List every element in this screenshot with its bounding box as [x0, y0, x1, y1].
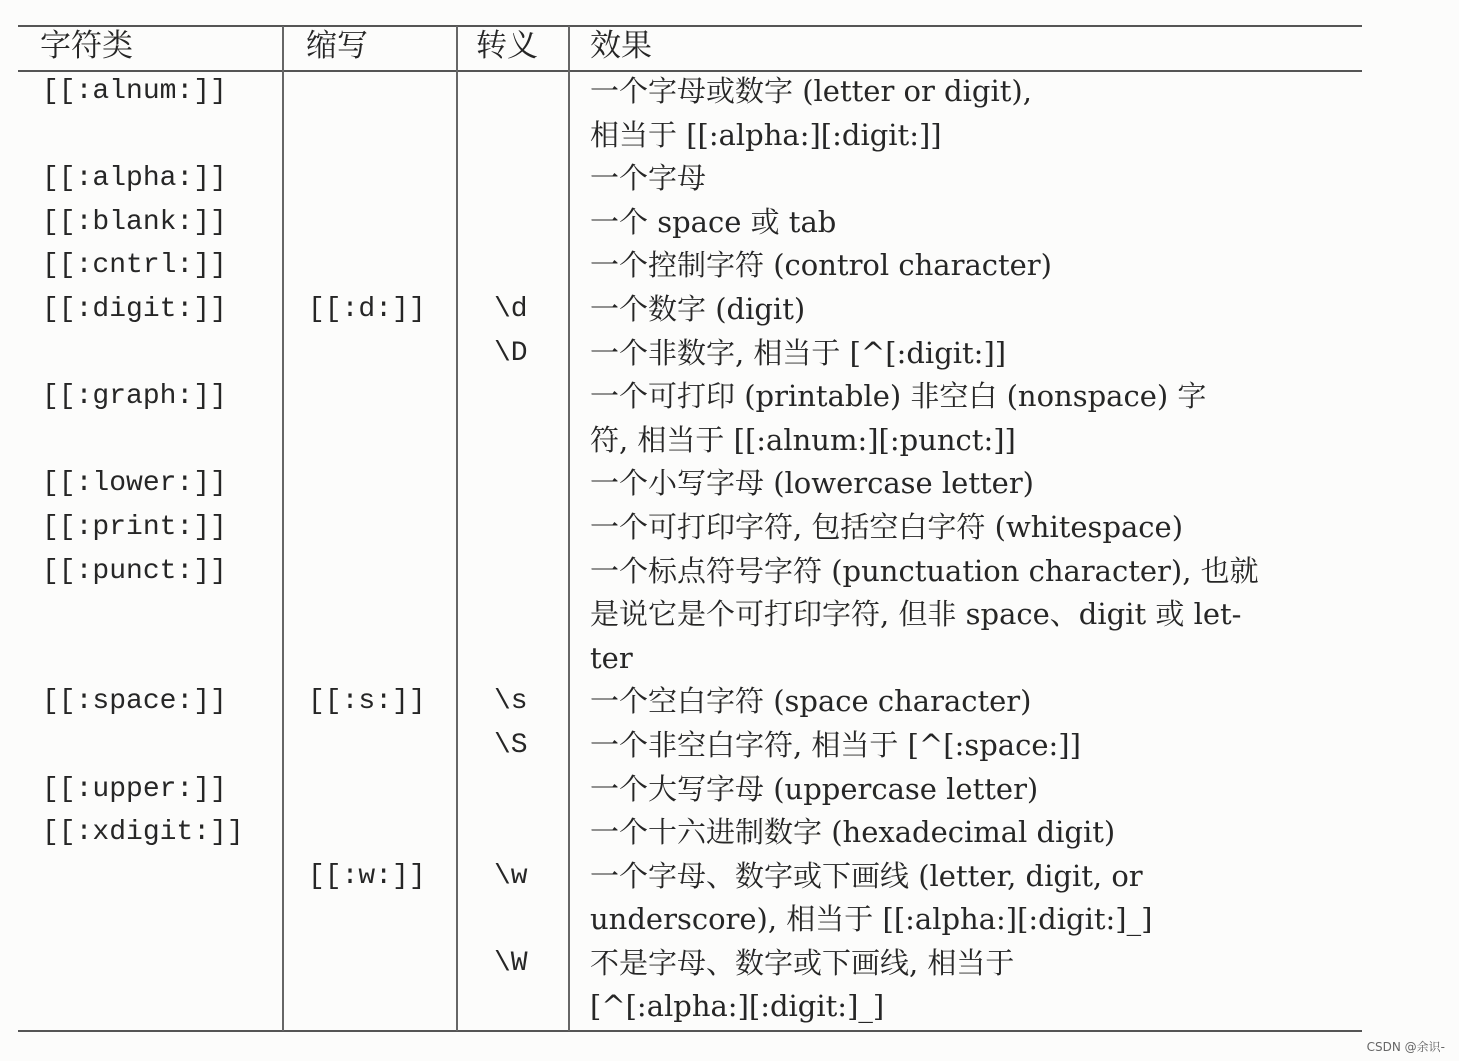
- table-row: [0, 942, 1362, 1029]
- effect-line: 一个十六进制数字 (hexadecimal digit): [590, 815, 1116, 850]
- char-class-cell: [[:cntrl:]]: [42, 250, 227, 282]
- effect-line: 一个字母、数字或下画线 (letter, digit, or: [590, 858, 1143, 893]
- effect-line: 一个非空白字符, 相当于 [^[:space:]]: [590, 727, 1081, 762]
- effect-cell: [590, 288, 805, 332]
- char-class-cell: [[:blank:]]: [42, 206, 227, 238]
- table-row: [0, 550, 1362, 681]
- effect-line: 相当于 [[:alpha:][:digit:]]: [590, 117, 942, 152]
- table-row: [0, 680, 1362, 724]
- table-body: [0, 70, 1362, 1029]
- effect-cell: [590, 332, 1006, 376]
- effect-line: 一个可打印字符, 包括空白字符 (whitespace): [590, 509, 1184, 544]
- effect-line: 一个控制字符 (control character): [590, 248, 1052, 283]
- header-escape: 转义: [476, 28, 538, 64]
- abbreviation-cell: [[:d:]]: [308, 293, 426, 325]
- char-class-cell: [[:print:]]: [42, 511, 227, 543]
- abbreviation-cell: [[:s:]]: [308, 686, 426, 718]
- effect-line: 是说它是个可打印字符, 但非 space、digit 或 let-: [590, 597, 1242, 632]
- effect-line: 一个小写字母 (lowercase letter): [590, 466, 1034, 501]
- escape-cell: \D: [494, 337, 528, 369]
- char-class-cell: [[:digit:]]: [42, 293, 227, 325]
- header-abbreviation: 缩写: [306, 28, 368, 64]
- table-row: [0, 724, 1362, 768]
- escape-cell: \d: [494, 293, 528, 325]
- effect-line: 一个数字 (digit): [590, 291, 806, 326]
- table-row: [0, 375, 1362, 462]
- effect-cell: [590, 942, 1014, 1029]
- char-class-cell: [[:graph:]]: [42, 381, 227, 413]
- table-row: [0, 332, 1362, 376]
- effect-line: 不是字母、数字或下画线, 相当于: [590, 945, 1015, 980]
- escape-cell: \W: [494, 947, 528, 979]
- effect-line: 一个非数字, 相当于 [^[:digit:]]: [590, 335, 1007, 370]
- effect-cell: [590, 506, 1183, 550]
- effect-cell: [590, 550, 1259, 681]
- watermark: CSDN @余识-: [1366, 1040, 1445, 1054]
- effect-line: 一个可打印 (printable) 非空白 (nonspace) 字: [590, 379, 1207, 414]
- escape-cell: \S: [494, 729, 528, 761]
- effect-line: 符, 相当于 [[:alnum:][:punct:]]: [590, 422, 1016, 457]
- effect-cell: [590, 244, 1052, 288]
- char-class-cell: [[:punct:]]: [42, 555, 227, 587]
- table-row: [0, 70, 1362, 157]
- effect-line: 一个字母或数字 (letter or digit),: [590, 74, 1032, 108]
- char-class-cell: [[:space:]]: [42, 686, 227, 718]
- effect-line: 一个标点符号字符 (punctuation character), 也就: [590, 553, 1259, 588]
- table-row: [0, 811, 1362, 855]
- table-row: [0, 462, 1362, 506]
- effect-line: 一个大写字母 (uppercase letter): [590, 771, 1039, 806]
- effect-line: 一个字母: [590, 161, 707, 196]
- header-char-class: 字符类: [40, 28, 133, 64]
- effect-line: ter: [590, 640, 633, 675]
- char-class-cell: [[:upper:]]: [42, 773, 227, 805]
- table-row: [0, 201, 1362, 245]
- effect-line: 一个 space 或 tab: [590, 204, 837, 239]
- abbreviation-cell: [[:w:]]: [308, 860, 426, 892]
- table-row: [0, 506, 1362, 550]
- effect-cell: [590, 157, 706, 201]
- table-row: [0, 855, 1362, 942]
- table-row: [0, 288, 1362, 332]
- effect-cell: [590, 201, 836, 245]
- effect-line: underscore), 相当于 [[:alpha:][:digit:]_]: [590, 902, 1153, 937]
- effect-cell: [590, 375, 1206, 462]
- effect-cell: [590, 811, 1115, 855]
- effect-cell: [590, 855, 1152, 942]
- escape-cell: \s: [494, 686, 528, 718]
- table-bottom-rule: [18, 1030, 1362, 1032]
- char-class-cell: [[:lower:]]: [42, 468, 227, 500]
- char-class-cell: [[:alnum:]]: [42, 76, 227, 107]
- char-class-cell: [[:alpha:]]: [42, 163, 227, 195]
- table-row: [0, 244, 1362, 288]
- effect-cell: [590, 70, 1032, 157]
- table-row: [0, 157, 1362, 201]
- char-class-cell: [[:xdigit:]]: [42, 817, 244, 849]
- effect-cell: [590, 680, 1032, 724]
- effect-line: 一个空白字符 (space character): [590, 684, 1032, 719]
- effect-cell: [590, 768, 1038, 812]
- effect-cell: [590, 724, 1081, 768]
- header-effect: 效果: [590, 28, 652, 64]
- effect-cell: [590, 462, 1034, 506]
- escape-cell: \w: [494, 860, 528, 892]
- effect-line: [^[:alpha:][:digit:]_]: [590, 989, 885, 1024]
- table-top-rule: [18, 25, 1362, 27]
- table-row: [0, 768, 1362, 812]
